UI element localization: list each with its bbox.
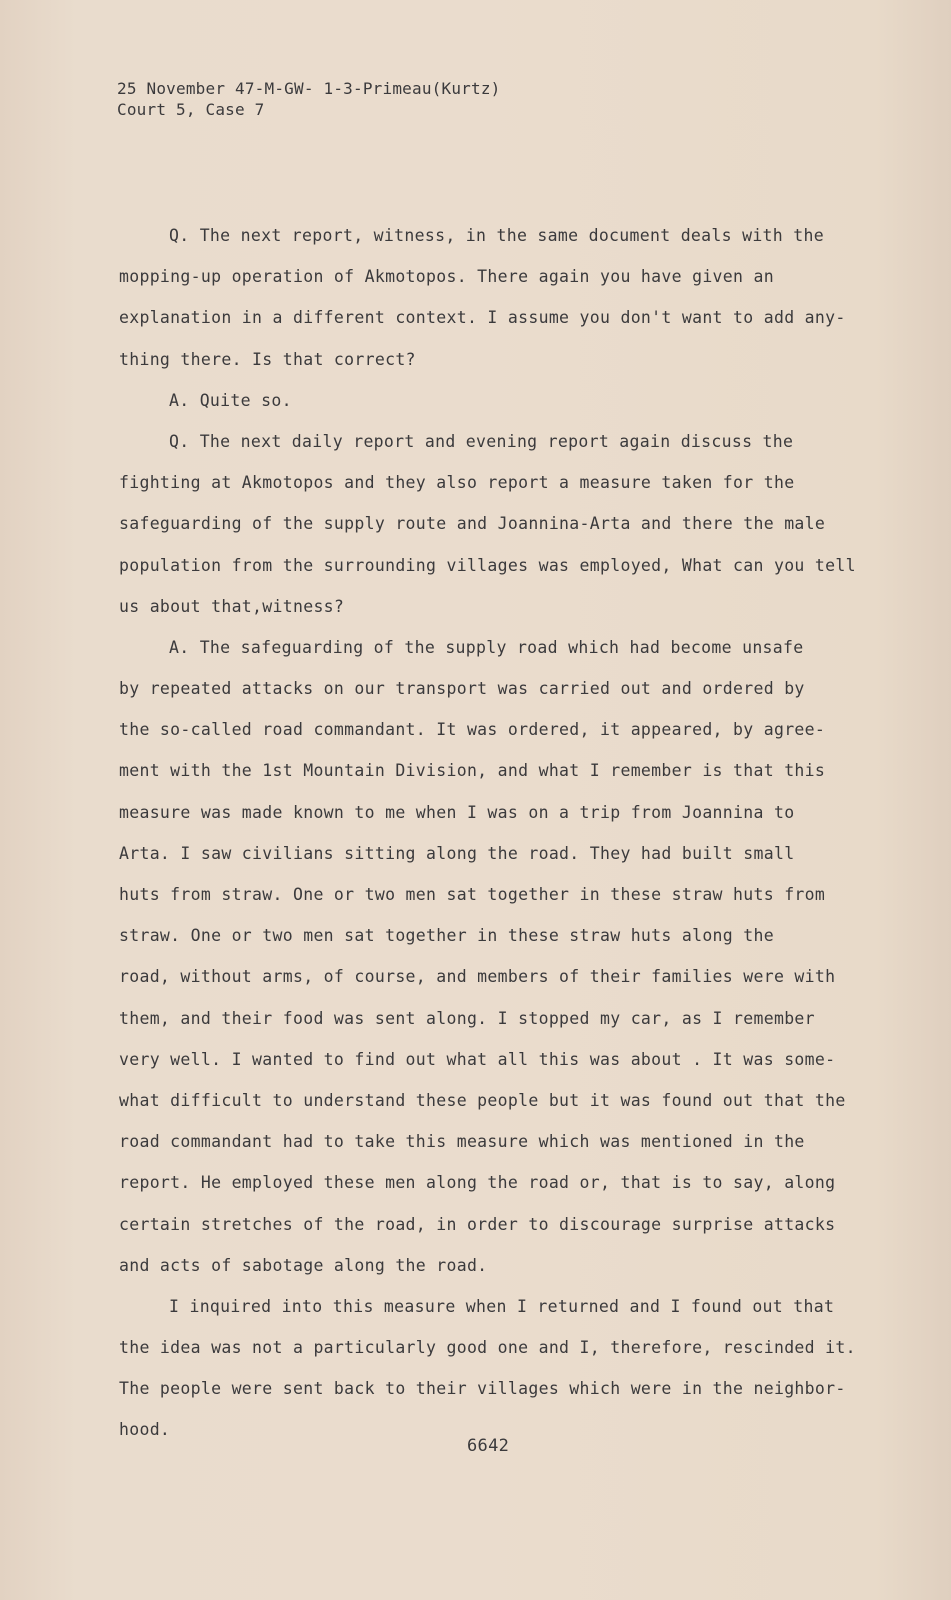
transcript-line: hood.	[119, 1420, 171, 1440]
transcript-line: certain stretches of the road, in order to discourage surprise attacks	[119, 1214, 836, 1234]
transcript-line: Q. The next report, witness, in the same document deals with the	[169, 226, 824, 245]
transcript-line: fighting at Akmotopos and they also report a measure taken for the	[119, 473, 795, 493]
transcript-line: measure was made known to me when I was on a trip from Joannina to	[119, 802, 795, 822]
transcript-line: mopping-up operation of Akmotopos. There again you have given an	[119, 267, 774, 287]
transcript-line: ment with the 1st Mountain Division, and what I remember is that this	[119, 761, 826, 781]
transcript-line: the idea was not a particularly good one and I, therefore, rescinded it.	[119, 1338, 856, 1358]
transcript-line: I inquired into this measure when I returned and I found out that	[169, 1296, 835, 1316]
transcript-line: and acts of sabotage along the road.	[119, 1255, 488, 1275]
transcript-line: by repeated attacks on our transport was carried out and ordered by	[119, 679, 805, 699]
header-line-2: Court 5, Case 7	[117, 100, 265, 119]
transcript-line: straw. One or two men sat together in these straw huts along the	[119, 926, 774, 946]
page-number: 6642	[467, 1436, 510, 1456]
document-header	[117, 78, 500, 120]
transcript-line: report. He employed these men along the road or, that is to say, along	[119, 1173, 836, 1193]
transcript-line: A. The safeguarding of the supply road which had become unsafe	[169, 637, 804, 657]
transcript-line: road, without arms, of course, and members of their families were with	[119, 967, 836, 987]
transcript-line: them, and their food was sent along. I stopped my car, as I remember	[119, 1008, 815, 1028]
transcript-line: Q. The next daily report and evening report again discuss the	[169, 431, 794, 451]
header-line-1: 25 November 47-M-GW- 1-3-Primeau(Kurtz)	[117, 79, 501, 98]
transcript-line: thing there. Is that correct?	[119, 349, 416, 369]
transcript-line: huts from straw. One or two men sat together in these straw huts from	[119, 885, 826, 904]
transcript-line: road commandant had to take this measure which was mentioned in the	[119, 1132, 805, 1152]
transcript-line: Arta. I saw civilians sitting along the road. They had built small	[119, 843, 795, 863]
transcript-line: A. Quite so.	[169, 390, 292, 410]
transcript-line: what difficult to understand these people but it was found out that the	[119, 1090, 846, 1110]
transcript-line: very well. I wanted to find out what all this was about . It was some-	[119, 1049, 836, 1069]
transcript-line: population from the surrounding villages was employed, What can you tell	[119, 555, 856, 575]
transcript-body	[119, 215, 859, 1451]
transcript-line: The people were sent back to their villages which were in the neighbor-	[119, 1379, 846, 1399]
transcript-line: safeguarding of the supply route and Joannina-Arta and there the male	[119, 514, 826, 534]
transcript-line: explanation in a different context. I assume you don't want to add any-	[119, 308, 846, 328]
transcript-line: the so-called road commandant. It was ordered, it appeared, by agree-	[119, 720, 826, 740]
transcript-line: us about that,witness?	[119, 596, 345, 616]
